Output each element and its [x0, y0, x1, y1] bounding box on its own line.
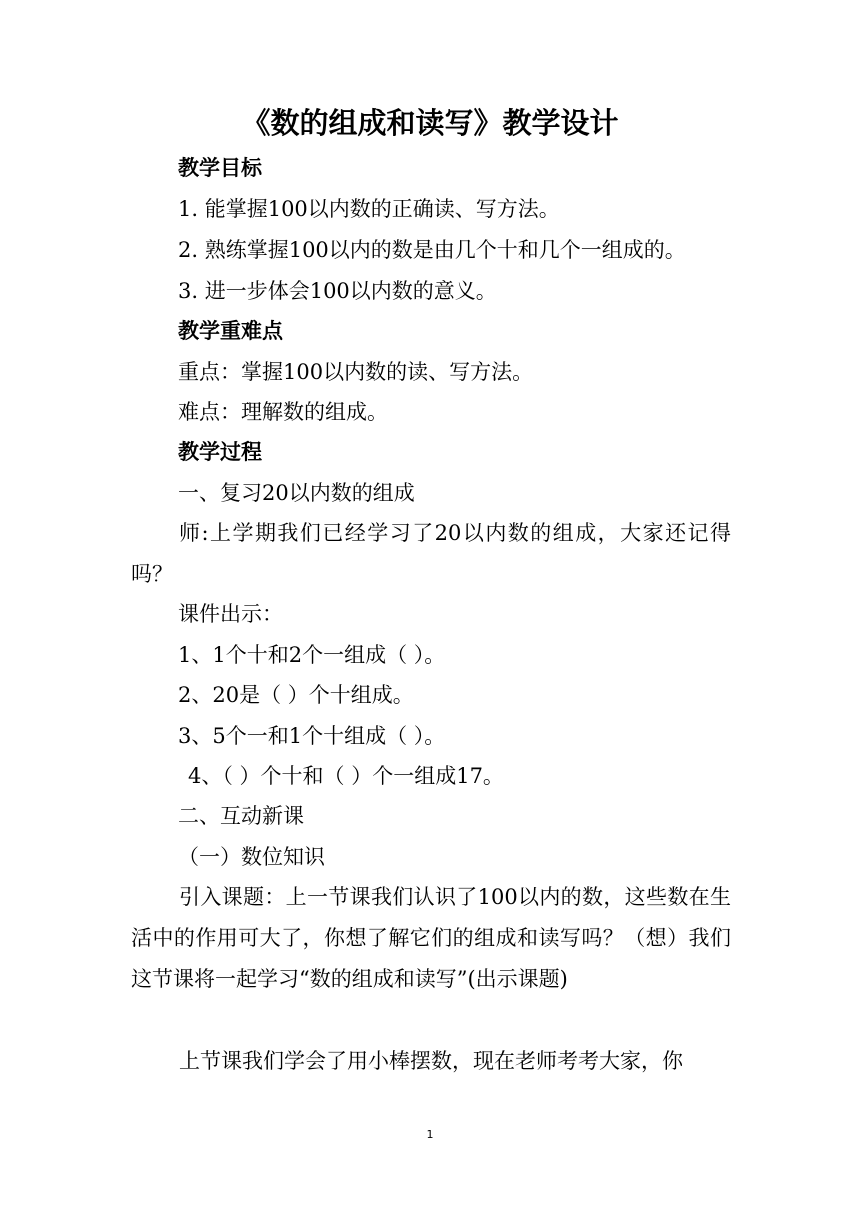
objective-item-1: 1. 能掌握100以内数的正确读、写方法。 [178, 197, 560, 221]
objective-item-3: 3. 进一步体会100以内数的意义。 [178, 279, 497, 303]
page-number: 1 [426, 1128, 434, 1141]
key-point-difficulty: 难点：理解数的组成。 [178, 400, 388, 424]
courseware-label: 课件出示： [178, 602, 283, 626]
last-paragraph: 上节课我们学会了用小棒摆数，现在老师考考大家，你 [179, 1049, 683, 1073]
question-3: 3、5个一和1个十组成（ ）。 [178, 724, 446, 748]
process-heading: 教学过程 [178, 440, 262, 464]
objective-item-2: 2. 熟练掌握100以内的数是由几个十和几个一组成的。 [178, 238, 686, 262]
subsection-1-title: （一）数位知识 [178, 845, 325, 869]
intro-paragraph: 引入课题：上一节课我们认识了100以内的数，这些数在生活中的作用可大了，你想了解它们的组成和读写吗？（想）我们这节课将一起学习“数的组成和读写”(出示课题) [131, 885, 731, 991]
objectives-heading: 教学目标 [178, 156, 262, 180]
key-points-heading: 教学重难点 [178, 319, 283, 343]
section1-title: 一、复习20以内数的组成 [178, 481, 415, 505]
question-1: 1、1个十和2个一组成（ ）。 [178, 643, 446, 667]
question-2: 2、20是（ ）个十组成。 [178, 683, 414, 707]
document-title: 《数的组成和读写》教学设计 [241, 106, 619, 140]
teacher-paragraph: 师:上学期我们已经学习了20以内数的组成，大家还记得吗？ [131, 521, 731, 586]
section2-title: 二、互动新课 [178, 804, 304, 828]
question-4: 4、（ ）个十和（ ）个一组成17。 [188, 764, 504, 788]
key-point-focus: 重点：掌握100以内数的读、写方法。 [178, 360, 534, 384]
